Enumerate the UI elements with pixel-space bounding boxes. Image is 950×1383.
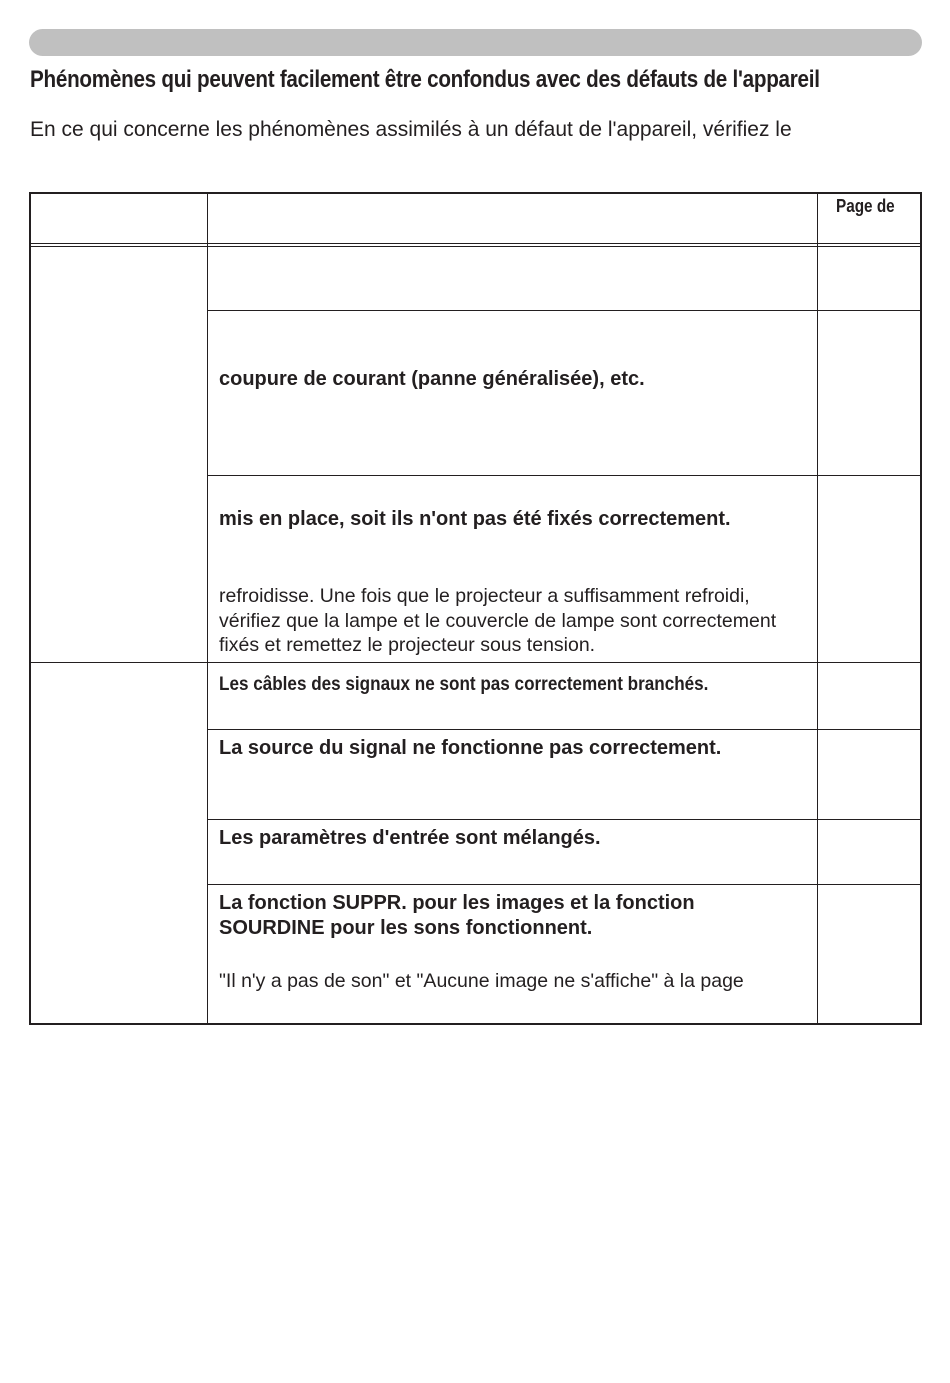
section-header-bar bbox=[29, 29, 922, 56]
table-border-top bbox=[29, 192, 922, 194]
column-divider-2 bbox=[817, 192, 818, 1025]
cell-signal-cables: Les câbles des signaux ne sont pas correctement branchés. bbox=[219, 674, 709, 695]
intro-text: En ce qui concerne les phénomènes assimilés à un défaut de l'appareil, vérifiez le bbox=[30, 118, 792, 141]
row-divider bbox=[207, 729, 922, 730]
header-divider-b bbox=[29, 246, 922, 247]
cell-blank-mute-reference: "Il n'y a pas de son" et "Aucune image ne s'affiche" à la page bbox=[219, 970, 744, 992]
group-divider bbox=[29, 662, 922, 663]
cell-blank-mute-line1: La fonction SUPPR. pour les images et la fonction bbox=[219, 892, 695, 914]
table-border-bottom bbox=[29, 1023, 922, 1025]
page-heading: Phénomènes qui peuvent facilement être confondus avec des défauts de l'appareil bbox=[30, 66, 820, 93]
cell-power-outage: coupure de courant (panne généralisée), etc. bbox=[219, 368, 645, 390]
header-page-column: Page de bbox=[836, 196, 895, 216]
row-divider bbox=[207, 475, 922, 476]
table-border-left bbox=[29, 192, 31, 1025]
table-border-right bbox=[920, 192, 922, 1025]
row-divider bbox=[207, 310, 922, 311]
cell-input-settings: Les paramètres d'entrée sont mélangés. bbox=[219, 827, 601, 849]
row-divider bbox=[207, 884, 922, 885]
cell-lamp-instructions: refroidisse. Une fois que le projecteur a suffisamment refroidi, vérifiez que la lampe et le couvercle de lampe sont correctement fixés et remettez le projecteur sous tension. bbox=[219, 585, 777, 656]
row-divider bbox=[207, 819, 922, 820]
cell-blank-mute-line2: SOURDINE pour les sons fonctionnent. bbox=[219, 917, 593, 939]
header-divider-a bbox=[29, 243, 922, 244]
cell-lamp-cover: mis en place, soit ils n'ont pas été fixés correctement. bbox=[219, 508, 731, 530]
column-divider-1 bbox=[207, 192, 208, 1025]
cell-signal-source: La source du signal ne fonctionne pas correctement. bbox=[219, 737, 722, 759]
